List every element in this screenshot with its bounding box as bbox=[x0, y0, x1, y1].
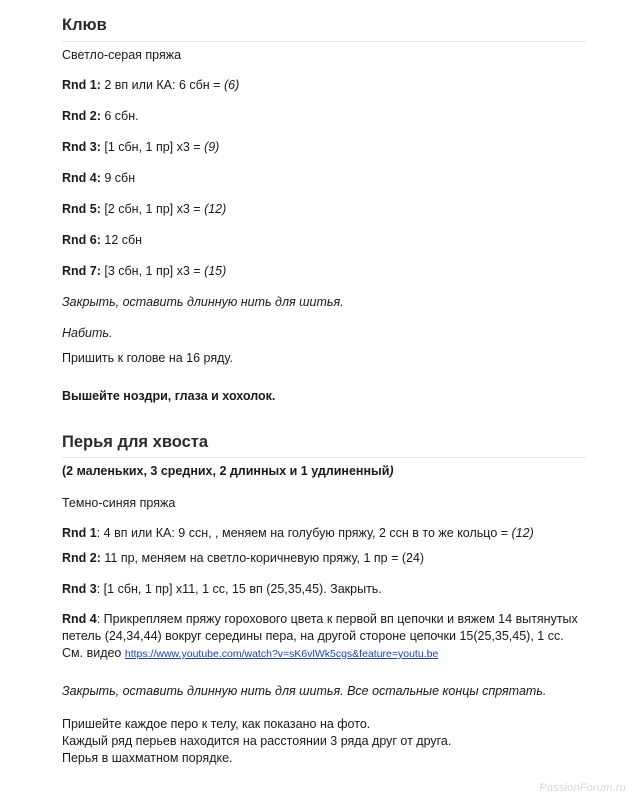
section-divider bbox=[62, 457, 586, 458]
round-label: Rnd 3: bbox=[62, 140, 101, 154]
round-label: Rnd 2: bbox=[62, 109, 101, 123]
tail-round-4 bbox=[62, 611, 578, 663]
tail-round-1 bbox=[62, 525, 534, 541]
beak-round-7 bbox=[62, 263, 226, 279]
section-title-beak: Клюв bbox=[62, 16, 107, 34]
round-count: (6) bbox=[223, 78, 240, 92]
round-text: : Прикрепляем пряжу горохового цвета к первой вп цепочки и вяжем 14 вытянутых bbox=[96, 612, 578, 626]
round-text: 9 сбн bbox=[100, 171, 136, 185]
video-label: См. видео bbox=[62, 646, 125, 660]
round-4-line-1 bbox=[62, 611, 578, 628]
tail-subtitle-text: (2 маленьких, 3 средних, 2 длинных и 1 удлиненный bbox=[62, 464, 390, 478]
round-text: 6 сбн. bbox=[100, 109, 139, 123]
final-note: Пришейте каждое перо к телу, как показано на фото. bbox=[62, 717, 371, 731]
round-label: Rnd 4: bbox=[62, 171, 101, 185]
round-label: Rnd 1: bbox=[62, 78, 101, 92]
round-text: 11 пр, меняем на светло-коричневую пряжу, 1 пр = (24) bbox=[100, 551, 425, 565]
round-text: [2 сбн, 1 пр] x3 = bbox=[100, 202, 205, 216]
round-label: Rnd 7: bbox=[62, 264, 101, 278]
round-4-line-3 bbox=[62, 645, 572, 663]
tail-subtitle-end: ) bbox=[389, 464, 394, 478]
beak-round-3 bbox=[62, 139, 219, 155]
round-count: (12) bbox=[511, 526, 534, 540]
round-text: : 4 вп или КА: 9 ссн, , меняем на голубую пряжу, 2 ссн в то же кольцо = bbox=[96, 526, 512, 540]
section-divider bbox=[62, 41, 586, 42]
tail-final-notes bbox=[62, 716, 572, 767]
round-label: Rnd 6: bbox=[62, 233, 101, 247]
section-title-tail: Перья для хвоста bbox=[62, 433, 209, 451]
final-note: Каждый ряд перьев находится на расстоянии 3 ряда друг от друга. bbox=[62, 734, 452, 748]
beak-stuff-note: Набить. bbox=[62, 326, 113, 340]
round-label: Rnd 3 bbox=[62, 582, 97, 596]
beak-round-5 bbox=[62, 201, 226, 217]
round-text: : [1 сбн, 1 пр] x11, 1 сс, 15 вп (25,35,45). Закрыть. bbox=[96, 582, 382, 596]
beak-round-6 bbox=[62, 232, 142, 248]
beak-close-note: Закрыть, оставить длинную нить для шитья. bbox=[62, 295, 344, 309]
round-label: Rnd 4 bbox=[62, 612, 97, 626]
final-note: Перья в шахматном порядке. bbox=[62, 751, 233, 765]
beak-round-1 bbox=[62, 77, 239, 93]
round-text: 12 сбн bbox=[100, 233, 143, 247]
round-count: (12) bbox=[204, 202, 227, 216]
round-4-line-2: петель (24,34,44) вокруг середины пера, на другой стороне цепочки 15(25,35,45), 1 сс. bbox=[62, 629, 564, 643]
round-label: Rnd 1 bbox=[62, 526, 97, 540]
round-text: [1 сбн, 1 пр] x3 = bbox=[100, 140, 205, 154]
tail-round-3 bbox=[62, 581, 382, 597]
video-link[interactable]: https://www.youtube.com/watch?v=sK6vlWk5cgs&feature=youtu.be bbox=[124, 648, 439, 660]
round-text: 2 вп или КА: 6 сбн = bbox=[100, 78, 224, 92]
round-count: (15) bbox=[204, 264, 227, 278]
tail-round-2 bbox=[62, 550, 424, 566]
round-label: Rnd 5: bbox=[62, 202, 101, 216]
beak-sew-note: Пришить к голове на 16 ряду. bbox=[62, 351, 233, 365]
round-count: (9) bbox=[204, 140, 220, 154]
round-text: [3 сбн, 1 пр] x3 = bbox=[100, 264, 205, 278]
watermark: PassionForum.ru bbox=[539, 782, 626, 794]
beak-round-2 bbox=[62, 108, 139, 124]
tail-subtitle bbox=[62, 463, 394, 479]
tail-close-note: Закрыть, оставить длинную нить для шитья. Все остальные концы спрятать. bbox=[62, 684, 547, 698]
round-label: Rnd 2: bbox=[62, 551, 101, 565]
beak-round-4 bbox=[62, 170, 135, 186]
beak-embroider-note: Вышейте ноздри, глаза и хохолок. bbox=[62, 389, 276, 403]
tail-yarn: Темно-синяя пряжа bbox=[62, 496, 176, 510]
beak-yarn: Светло-серая пряжа bbox=[62, 48, 182, 62]
